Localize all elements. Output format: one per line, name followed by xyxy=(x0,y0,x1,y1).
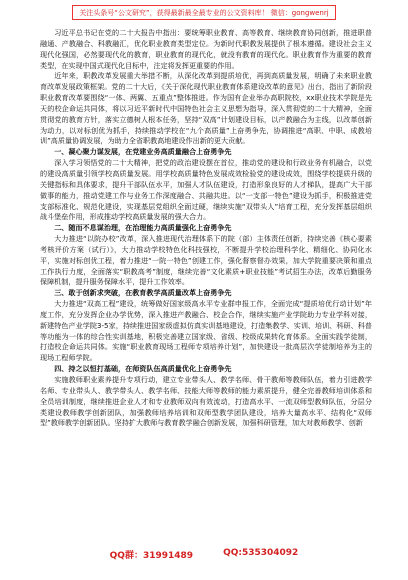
section-heading: 三、敢于创新求突破，在教育教学高质量改革上奋勇争先 xyxy=(54,288,232,298)
paragraph: 大力推进“双高工程”建设，统筹做好国家级高水平专业群申报工作，全面完成“提质培优行动计划”年度工作，充分发挥企业办学优势，深入推进产教融合、校企合作，继续实施产业学院助力专业学科对接，新建特色产业学院3-5家，持续推进国家级虚拟仿真实训基地建设，打造集教学、实训、培训、科研、科普等功能为一体的综合性实训基地，积极完善建立国家级、省级、校级成果转化育体系。全面实践学徒制，打造校企命运共同体。实施“职业教育现场工程师专项培养计划”，加快建设一批高层次学徒制培养为主的现场工程师学院。 xyxy=(40,299,372,363)
paragraph: 近年来，职教改革发展重大举措不断，从深化改革到提质培优，再到高质量发展，明确了未来职业教育改革发展政策框架。党的二十大后，《关于深化现代职业教育体系建设改革的意见》出台，指出了新阶段职业教育改革要围绕“一体、两翼、五重点”整体推进。作为国有企业举办高职院校，xx职业技术学院是先天的校企命运共同体，将以习近平新时代中国特色社会主义思想为指导，深入贯彻党的二十大精神，全面贯彻党的教育方针，落实立德树人根本任务，坚持“双高”计划建设目标，以产教融合为主线，以改革创新为动力，以对标创优为抓手，持续推动学校在“九个高质量”上奋勇争先，协调推进“高职、中职、成教培训”高质量协调发展，为助力全省职教高地建设作出新的更大贡献。 xyxy=(40,71,372,146)
section-heading: 二、随而不息谋治理，在治理能力高质量强化上奋勇争先 xyxy=(54,223,232,233)
document-body xyxy=(40,28,372,429)
footer-qq: QQ:535304092 xyxy=(223,548,299,558)
footer-qq-group: QQ群：31991489 xyxy=(109,551,194,561)
paragraph: 深入学习领悟党的二十大精神，把党的政治建设摆在首位，推动党的建设和行政业务有机融合，以党的建设高质量引领学校高质量发展。用学校高质量特色发展成效检验党的建设成效，围绕学校提质升级的关键指标和具体要求，提升干部队伍水平，加强人才队伍建设，打造形象良好的人才梯队，提高广大干部做事的能力，推动党建工作与业务工作深度融合、共融共进。以“一支部一特色”建设为抓手，积极推进党支部标准化、规范化建设，实现基层党组织全面过硬，继续实施“双带头人”培育工程，充分发挥基层组织战斗堡垒作用，形成推动学校高质量发展的强大合力。 xyxy=(40,158,372,222)
footer-contact xyxy=(0,548,408,561)
paragraph: 实施教师职业素养提升专项行动，建立专业带头人、教学名师、骨干教师等教师队伍，着力引进教学名师、专业带头人、教学带头人、教学名师、技能大师等教师的能力素质提升，健全完善教师培训体系和全员培训制度，继续推进企业人才和专业教师双向有效流动，打造高水平、一流双师型教师队伍，分层分类建设教师教学创新团队，加强教师培养培训和双师型教学团队建设，培养大量高水平、结构化“双师型”教师教学创新团队。坚持扩大教师与教育教学融合创新发展，加强科研管理，加大对教师教学、创新 xyxy=(40,375,372,428)
promo-banner: 关注头条号“公文研究”，获得最新最全最专业的公文资料库！ 微信：gongwenrj xyxy=(72,5,336,20)
section-heading: 四、持之以恒打基础，在师资队伍高质量优化上奋勇争先 xyxy=(54,364,232,374)
paragraph: 习近平总书记在党的二十大报告中指出：要统筹职业教育、高等教育、继续教育协同创新，推进职普融通、产教融合、科教融汇，优化职业教育类型定位。为新时代职教发展提供了根本遵循。建设社会主义现代化强国，必然要现代化的教育，职业教育的现代化，就没有教育的现代化。职业教育作为重要的教育类型，在实现中国式现代化目标中，注定将发挥更重要的作用。 xyxy=(40,28,372,70)
section-heading: 一、凝心聚力谋发展，在党建业务高质量融合上奋勇争先 xyxy=(54,147,232,157)
paragraph: 大力推进“以院办校”改革，深入推进现代治理体系下的院（部）主体责任创新，持续完善《核心要素考核评价方案（试行）》，大力推动学校特色化科技强校，不断提升学校治理科学化、精细化、协同化水平，实施对标创优工程，着力推进“一院一特色”创建工作，强化督察督办效果，加大学院重要决策和重点工作执行力度，全面落实“职教高考”制度，继续完善“文化素质+职业技能”考试招生办法，改革后勤服务保障机制，提升服务保障水平，提升工作效率。 xyxy=(40,234,372,287)
